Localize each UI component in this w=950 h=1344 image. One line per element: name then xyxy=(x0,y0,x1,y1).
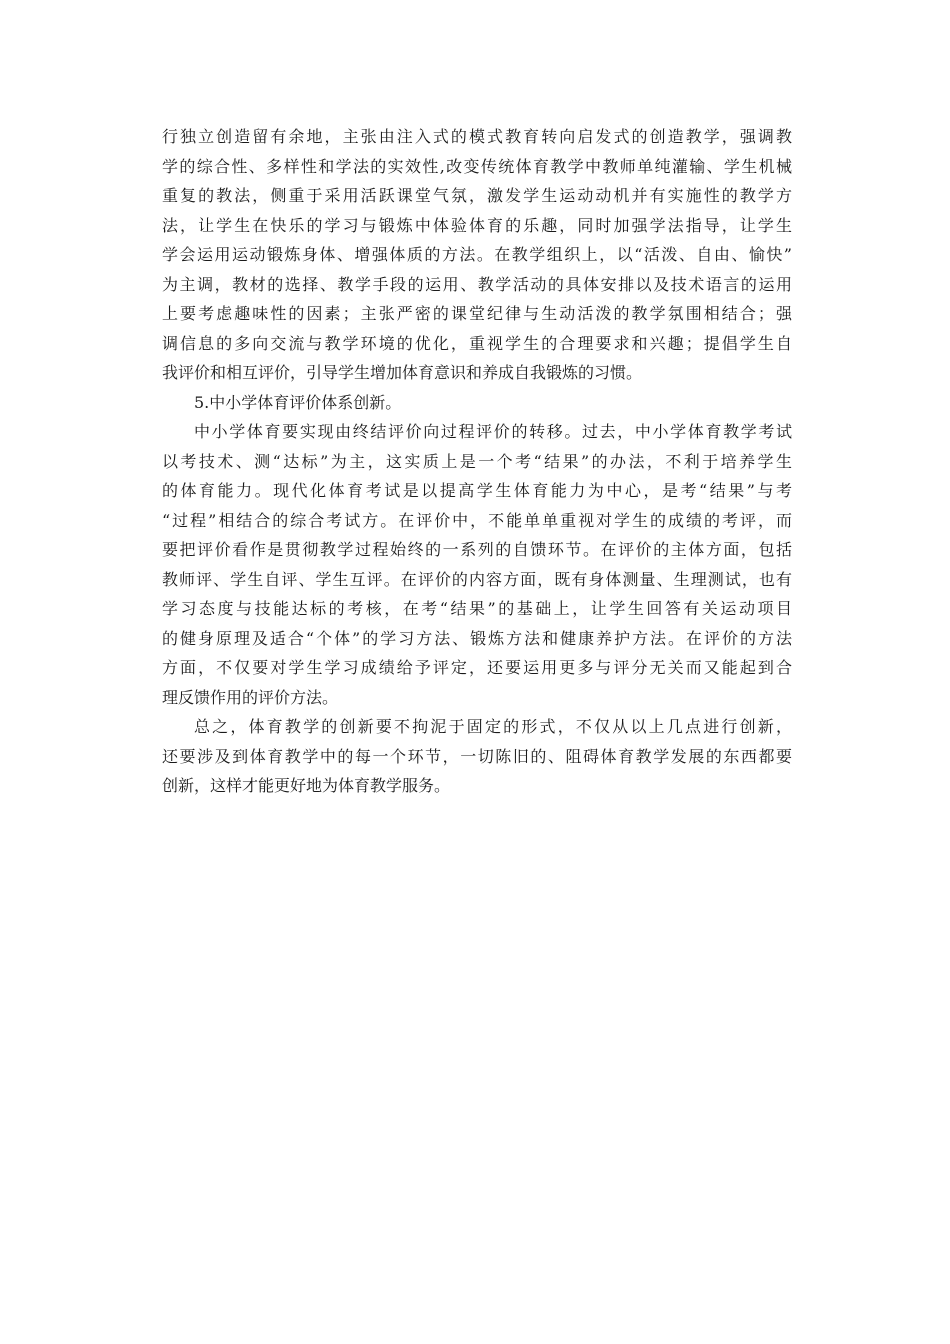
text-line: 的体育能力。现代化体育考试是以提高学生体育能力为中心，是考“结果”与考 xyxy=(162,481,792,500)
text-line: 调信息的多向交流与教学环境的优化，重视学生的合理要求和兴趣；提倡学生自 xyxy=(162,333,792,353)
text-line: 行独立创造留有余地，主张由注入式的模式教育转向启发式的创造教学，强调教 xyxy=(162,127,792,146)
text-line: 5.中小学体育评价体系创新。 xyxy=(194,392,402,412)
paragraph-p1 xyxy=(162,122,792,388)
text-line: 上要考虑趣味性的因素；主张严密的课堂纪律与生动活泼的教学氛围相结合；强 xyxy=(162,304,792,323)
paragraph-p4 xyxy=(162,712,792,801)
text-line: 创新，这样才能更好地为体育教学服务。 xyxy=(162,776,451,795)
text-line: 中小学体育要实现由终结评价向过程评价的转移。过去，中小学体育教学考试 xyxy=(194,422,792,441)
paragraph-p2 xyxy=(162,388,792,418)
paragraph-p3 xyxy=(162,417,792,712)
text-line: 以考技术、测“达标”为主，这实质上是一个考“结果”的办法，不利于培养学生 xyxy=(162,451,792,471)
text-line: 总之，体育教学的创新要不拘泥于固定的形式，不仅从以上几点进行创新， xyxy=(194,717,792,736)
text-line: 的健身原理及适合“个体”的学习方法、锻炼方法和健康养护方法。在评价的方法 xyxy=(162,628,792,648)
text-line: 还要涉及到体育教学中的每一个环节，一切陈旧的、阻碍体育教学发展的东西都要 xyxy=(162,746,792,766)
text-line: 教师评、学生自评、学生互评。在评价的内容方面，既有身体测量、生理测试，也有 xyxy=(162,569,792,589)
text-line: “过程”相结合的综合考试方。在评价中，不能单单重视对学生的成绩的考评，而 xyxy=(162,510,792,530)
text-line: 法，让学生在快乐的学习与锻炼中体验体育的乐趣，同时加强学法指导，让学生 xyxy=(162,215,792,235)
text-line: 为主调，教材的选择、教学手段的运用、教学活动的具体安排以及技术语言的运用 xyxy=(162,274,792,294)
text-line: 要把评价看作是贯彻教学过程始终的一系列的自馈环节。在评价的主体方面，包括 xyxy=(162,540,792,559)
text-line: 重复的教法，侧重于采用活跃课堂气氛，激发学生运动动机并有实施性的教学方 xyxy=(162,186,792,205)
text-line: 学会运用运动锻炼身体、增强体质的方法。在教学组织上，以“活泼、自由、愉快” xyxy=(162,245,792,264)
text-line: 理反馈作用的评价方法。 xyxy=(162,687,339,707)
document-body xyxy=(162,122,792,801)
text-line: 学习态度与技能达标的考核，在考“结果”的基础上，让学生回答有关运动项目 xyxy=(162,599,792,618)
text-line: 我评价和相互评价，引导学生增加体育意识和养成自我锻炼的习惯。 xyxy=(162,363,643,382)
text-line: 方面，不仅要对学生学习成绩给予评定，还要运用更多与评分无关而又能起到合 xyxy=(162,658,792,677)
text-line: 学的综合性、多样性和学法的实效性,改变传统体育教学中教师单纯灌输、学生机械 xyxy=(162,156,792,176)
